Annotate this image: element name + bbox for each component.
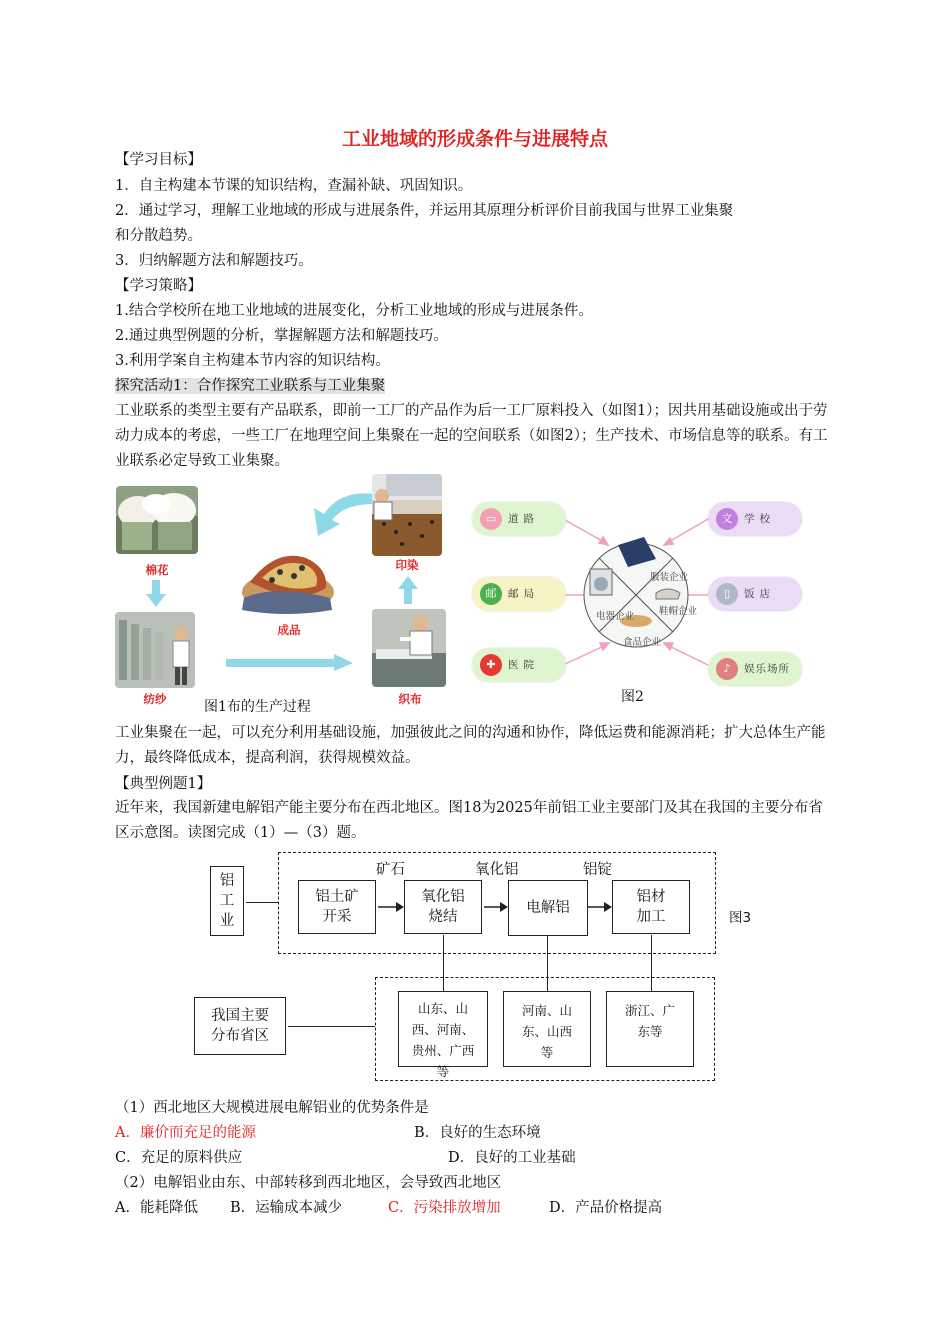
arrow-up-icon [396, 576, 420, 604]
tag-post-label: 邮局 [508, 588, 539, 600]
goals-heading: 【学习目标】 [115, 152, 202, 168]
tag-entertainment-label: 娱乐场所 [744, 663, 790, 675]
post-office-icon: 邮 [480, 583, 502, 605]
hotel-icon: ▯ [716, 583, 738, 605]
connector-line [547, 935, 548, 991]
step-electrolysis-box: 电解铝 [508, 880, 588, 936]
connector-line [651, 935, 652, 991]
activity-heading: 探究活动1：合作探究工业联系与工业集聚 [115, 378, 386, 394]
figure-1-caption: 图1布的生产过程 [204, 699, 311, 715]
q1-option-d: D．良好的工业基础 [448, 1150, 576, 1166]
tag-post [472, 577, 566, 611]
figure-2-caption: 图2 [621, 689, 644, 705]
sector-shoes: 鞋帽企业 [659, 606, 698, 617]
q2-option-c: C．污染排放增加 [388, 1200, 501, 1216]
cotton-image [116, 486, 198, 554]
curved-arrow-icon [300, 484, 380, 548]
regions-label-box: 我国主要分布省区 [194, 997, 286, 1055]
entertainment-icon: ♪ [716, 658, 738, 680]
example-heading: 【典型例题1】 [115, 776, 212, 792]
product-label: 成品 [277, 623, 301, 637]
road-icon: ▭ [480, 508, 502, 530]
sector-appliance: 电器企业 [596, 611, 635, 622]
activity-paragraph-1: 工业联系的类型主要有产品联系，即前一工厂的产品作为后一工厂原料投入（如图1）；因共用基础设施或出于劳动力成本的考虑，一些工厂在地理空间上集聚在一起的空间联系（如图2）；生产技术、市场信息等的联系。有工业联系必定导致工业集聚。 [115, 403, 828, 469]
tag-hospital [472, 648, 566, 682]
goal-item: 和分散趋势。 [115, 228, 202, 244]
cross-icon: ✚ [480, 654, 502, 676]
school-icon: 文 [716, 508, 738, 530]
arrow-down-icon [144, 580, 168, 608]
q1-option-b: B．良好的生态环境 [414, 1125, 541, 1141]
goal-item: 2．通过学习，理解工业地域的形成与进展条件，并运用其原理分析评价目前我国与世界工业集聚 [115, 203, 734, 219]
step-mining-box: 铝土矿开采 [298, 880, 376, 934]
example-intro: 近年来，我国新建电解铝产能主要分布在西北地区。图18为2025年前铝工业主要部门及其在我国的主要分布省区示意图。读图完成（1）—（3）题。 [115, 800, 823, 841]
goal-item: 3．归纳解题方法和解题技巧。 [115, 253, 313, 269]
tag-hospital-label: 医院 [508, 659, 539, 671]
connector-line [443, 935, 444, 991]
figure-3-caption: 图3 [729, 910, 752, 926]
spinning-label: 纺纱 [143, 692, 167, 706]
tag-school [708, 502, 802, 536]
flow-ingot-label: 铝锭 [583, 862, 612, 878]
q1-option-c: C．充足的原料供应 [115, 1150, 243, 1166]
tag-road-label: 道路 [508, 513, 539, 525]
tag-road [472, 502, 566, 536]
strategy-item: 2.通过典型例题的分析，掌握解题方法和解题技巧。 [115, 328, 448, 344]
strategy-item: 3.利用学案自主构建本节内容的知识结构。 [115, 353, 390, 369]
tag-hotel-label: 饭店 [744, 588, 775, 600]
flow-alumina-label: 氧化铝 [475, 862, 519, 878]
process-arrows [376, 900, 696, 914]
region-mining-box: 山东、山西、河南、贵州、广西等 [398, 991, 488, 1067]
flow-ore-label: 矿石 [376, 862, 405, 878]
q1-option-a: A．廉价而充足的能源 [115, 1125, 256, 1141]
q2-option-a: A．能耗降低 [115, 1200, 198, 1216]
connector-line [288, 1026, 375, 1027]
sector-clothing: 服装企业 [650, 572, 689, 583]
region-electrolysis-box: 河南、山东、山西等 [503, 991, 591, 1067]
aluminum-industry-box: 铝工业 [210, 866, 244, 936]
question-1: （1）西北地区大规模进展电解铝业的优势条件是 [115, 1100, 429, 1116]
activity-paragraph-2: 工业集聚在一起，可以充分利用基础设施，加强彼此之间的沟通和协作，降低运费和能源消耗；扩大总体生产能力，最终降低成本，提高利润，获得规模效益。 [115, 725, 826, 766]
tag-school-label: 学校 [744, 513, 775, 525]
connector-line [246, 902, 278, 903]
q2-option-d: D．产品价格提高 [549, 1200, 663, 1216]
question-2: （2）电解铝业由东、中部转移到西北地区，会导致西北地区 [115, 1175, 502, 1191]
tag-entertainment [708, 652, 802, 686]
dyeing-image [372, 474, 442, 556]
q2-option-b: B．运输成本减少 [230, 1200, 343, 1216]
sector-food: 食品企业 [623, 637, 662, 648]
step-alumina-box: 氧化铝烧结 [404, 880, 482, 934]
strategy-item: 1.结合学校所在地工业地域的进展变化，分析工业地域的形成与进展条件。 [115, 303, 593, 319]
cotton-label: 棉花 [145, 563, 169, 577]
goal-item: 1．自主构建本节课的知识结构，查漏补缺、巩固知识。 [115, 178, 473, 194]
page-title: 工业地域的形成条件与进展特点 [341, 128, 608, 150]
step-processing-box: 铝材加工 [612, 880, 690, 934]
region-processing-box: 浙江、广东等 [606, 991, 694, 1067]
tag-hotel [708, 577, 802, 611]
spinning-image [115, 612, 195, 688]
weaving-image [372, 609, 446, 687]
dyeing-label: 印染 [395, 558, 419, 572]
arrow-right-icon [226, 654, 354, 672]
strategy-heading: 【学习策略】 [115, 278, 202, 294]
weaving-label: 织布 [398, 692, 422, 706]
